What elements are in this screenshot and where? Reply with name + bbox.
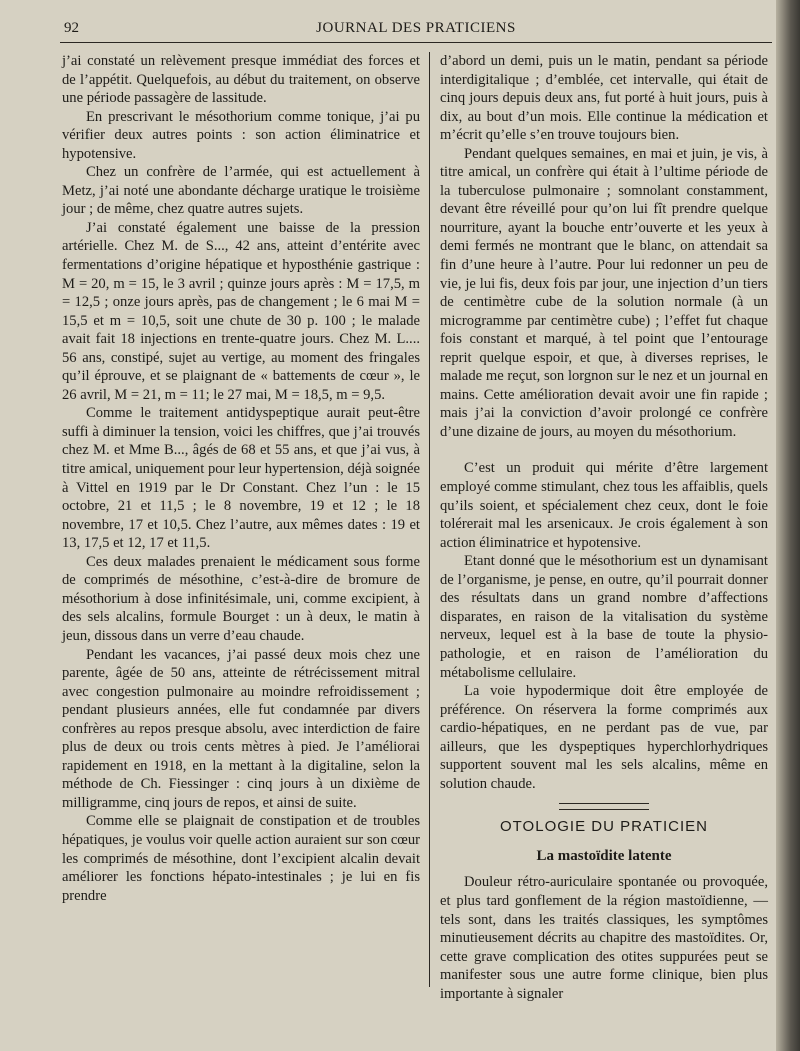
- paragraph: Comme le traitement antidyspeptique aurait peut-être suffi à diminuer la tension, voici les chiffres, que j’ai trouvés chez M. et Mme B..., âgés de 68 et 55 ans, et que j’ai vus, à titre amical, uniquement pour leur hypertension, déjà soignée à Vittel en 1919 par le Dr Constant. Chez l’un : le 15 octobre, 21 et 11,5 ; le 8 novembre, 19 et 12 ; le 18 novembre, 17 et 10,5. Chez l’autre, aux mêmes dates : 19 et 13, 17,5 et 12, 17 et 11,5.: [62, 405, 420, 552]
- book-binding-edge: [776, 0, 800, 1051]
- paragraph: Etant donné que le mésothorium est un dynamisant de l’organisme, je pense, en outre, qu’il pourrait donner des résultats dans un grand nombre d’affections disparates, en raison de la vitalisation du système nerveux, lequel est à la base de toute la physio-pathologie, et en raison de l’amélioration du métabolisme cellulaire.: [440, 553, 768, 681]
- right-column: [440, 52, 768, 1003]
- paragraph: Pendant quelques semaines, en mai et juin, je vis, à titre amical, un confrère qui était à l’ultime période de la tuberculose pulmonaire ; somnolant constamment, devant être réveillé pour qu’on lui fît prendre quelque nourriture, ayant la bouche entr’ouverte et les yeux à demi fermés ne montrant que le blanc, on attendait sa fin d’une heure à l’autre. Pour lui redonner un peu de vie, je lui fis, deux fois par jour, une injection d’un tiers de centimètre cube de la solution normale (à un microgramme par centimètre cube) ; l’effet fut chaque fois constant et marqué, à tel point que l’entourage reprit quelque espoir, et que, à diverses reprises, le malade me reçut, son lorgnon sur le nez et un journal en mains. Cette amélioration devait avoir une fin rapide ; mais j’ai la conviction d’avoir prolongé ce confrère d’une dizaine de jours, au moyen du mésothorium.: [440, 145, 768, 440]
- column-divider: [429, 52, 430, 987]
- section-separator: [559, 803, 649, 810]
- paragraph: Ces deux malades prenaient le médicament sous forme de comprimés de mésothine, c’est-à-dire de bromure de mésothorium à dose infinitésimale, uni, comme excipient, à des sels alcalins, formule Bourget : un à deux, le matin à jeun, dissous dans un verre d’eau chaude.: [62, 553, 420, 644]
- paragraph: J’ai constaté également une baisse de la pression artérielle. Chez M. de S..., 42 ans, atteint d’entérite avec fermentations d’origine hépatique et hyposthénie gastrique : M = 20, m = 15, le 3 avril ; quinze jours après : M = 17,5, m = 12,5 ; onze jours après, pas de changement ; le 6 mai M = 15,5 et m = 10,5, soit une chute de 30 p. 100 ; le malade avait fait 18 injections en trente-quatre jours. Chez M. L.... 56 ans, constipé, sujet au vertige, au moment des fringales qu’il éprouve, et se plaignant de « battements de cœur », le 26 avril, M = 21, m = 11; le 27 mai, M = 18,5, m = 9,5.: [62, 219, 420, 403]
- paragraph: Douleur rétro-auriculaire spontanée ou provoquée, et plus tard gonflement de la région mastoïdienne, — tels sont, dans les traités classiques, les symptômes minutieusement décrits au chapitre des mastoïdites. Or, cette grave complication des otites suppurées peut se manifester sous une autre forme clinique, bien plus importante à signaler: [440, 874, 768, 1002]
- section-title: OTOLOGIE DU PRATICIEN: [500, 818, 708, 836]
- paragraph: d’abord un demi, puis un le matin, pendant sa période interdigitalique ; d’emblée, cet intervalle, qui était de cinq jours depuis deux ans, fut porté à huit jours, puis à dix, au bout d’un mois. Elle continue la médication et m’écrit qu’elle s’en trouve toujours bien.: [440, 53, 768, 144]
- paragraph: La voie hypodermique doit être employée de préférence. On réservera la forme comprimés aux cardio-hépatiques, en ne perdant pas de vue, par ailleurs, que les dyspeptiques hyperchlorhydriques supportent souvent mal les sels alcalins, même en solution chaude.: [440, 683, 768, 792]
- page-number: 92: [64, 20, 79, 36]
- paragraph-gap: [440, 441, 768, 459]
- paragraph: C’est un produit qui mérite d’être largement employé comme stimulant, chez tous les affaiblis, quels qu’ils soient, et spécialement chez ceux, dont le foie tolérerait mal les arsenicaux. Je crois également à son action éliminatrice et hypotensive.: [440, 460, 768, 551]
- paragraph: En prescrivant le mésothorium comme tonique, j’ai pu vérifier deux autres points : son action éliminatrice et hypotensive.: [62, 108, 420, 162]
- left-column: [62, 52, 420, 905]
- paragraph: Comme elle se plaignait de constipation et de troubles hépatiques, je voulus voir quelle action auraient sur son cœur les comprimés de mésothine, dont l’excipient alcalin devait améliorer les fonctions hépato-intestinales ; je lui en fis prendre: [62, 813, 420, 904]
- page-header: [60, 16, 772, 43]
- paragraph: Pendant les vacances, j’ai passé deux mois chez une parente, âgée de 50 ans, atteinte de rétrécissement mitral avec congestion pulmonaire au moindre refroidissement ; pendant plusieurs années, elle fut condamnée par divers confrères au repos presque absolu, avec interdiction de faire plus de deux ou trois cents mètres à pied. Je l’améliorai rapidement en 1918, en la mettant à la digitaline, selon la méthode de Ch. Fiessinger : cinq jours à un dixième de milligramme, cinq jours de repos, et ainsi de suite.: [62, 646, 420, 811]
- paragraph: Chez un confrère de l’armée, qui est actuellement à Metz, j’ai noté une abondante décharge uratique le troisième jour ; de même, chez quatre autres sujets.: [62, 164, 420, 218]
- article-title: La mastoïdite latente: [536, 847, 672, 864]
- paragraph: j’ai constaté un relèvement presque immédiat des forces et de l’appétit. Quelquefois, au début du traitement, on observe une période passagère de lassitude.: [62, 53, 420, 107]
- journal-title: JOURNAL DES PRATICIENS: [316, 20, 516, 36]
